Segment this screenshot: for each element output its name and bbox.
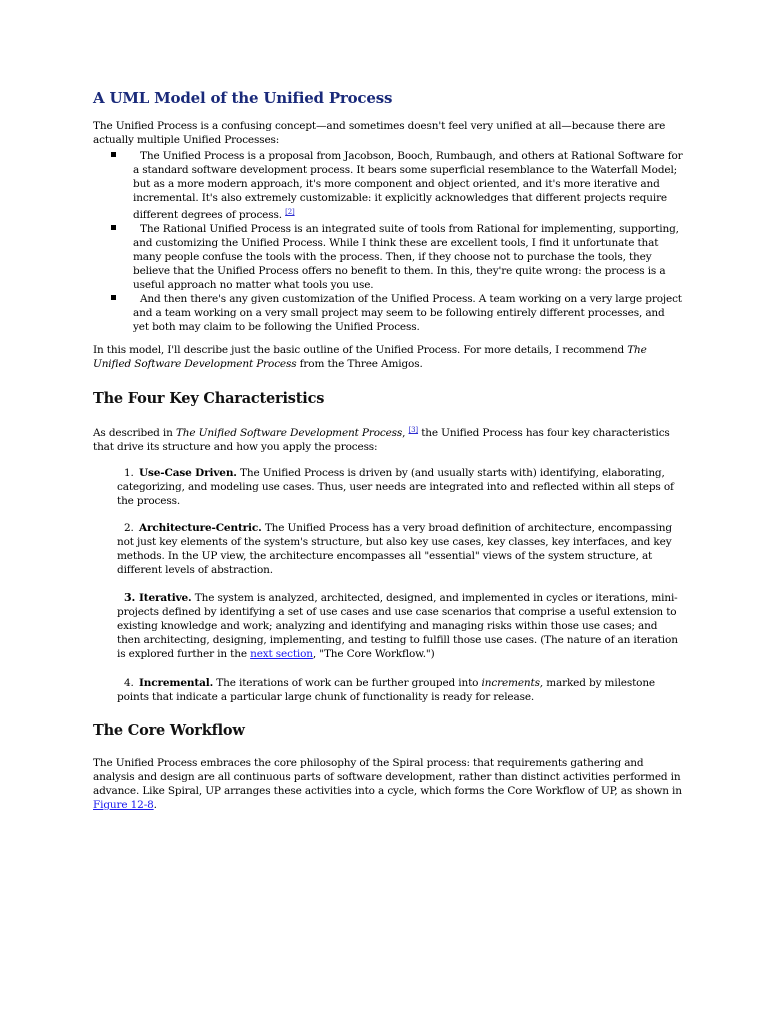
workflow-text-end: . bbox=[153, 799, 157, 811]
bullet-item bbox=[93, 222, 683, 292]
figure-12-8-link[interactable]: Figure 12-8 bbox=[93, 799, 154, 811]
footnote-ref-link[interactable]: [2] bbox=[285, 208, 295, 216]
bullet-item bbox=[93, 292, 683, 334]
page-title: A UML Model of the Unified Process bbox=[93, 89, 393, 107]
list-item bbox=[93, 676, 683, 704]
model-paragraph bbox=[93, 343, 683, 371]
italic-term: increments, bbox=[481, 677, 543, 689]
intro-paragraph: The Unified Process is a confusing concept—and sometimes doesn't feel very unified at all—because there are actually multiple Unified Processes: bbox=[93, 120, 666, 146]
section-heading-core-workflow: The Core Workflow bbox=[93, 722, 245, 739]
section-heading-key-characteristics: The Four Key Characteristics bbox=[93, 390, 325, 407]
bullet-list bbox=[93, 149, 683, 334]
item-text: The Unified Process is driven by (and usually starts with) identifying, elaborating, categorizing, and modeling use cases. Thus, user needs are integrated into and reflected within all steps of the process. bbox=[117, 467, 674, 507]
list-number: 4. bbox=[124, 677, 134, 689]
square-bullet-icon bbox=[111, 295, 116, 300]
item-term: Use-Case Driven. bbox=[139, 467, 237, 479]
item-text: The system is analyzed, architected, designed, and implemented in cycles or iterations, mini-projects defined by identifying a set of use cases and use case scenarios that comprise a useful extension to existing knowledge and work; analyzing and identifying and managing risks within those use cases; and then architecting, designing, implementing, and testing to fulfill those use cases. (The nature of an iteration is explored further in the bbox=[117, 592, 678, 660]
bullet-item bbox=[93, 149, 683, 222]
next-section-link[interactable]: next section bbox=[250, 648, 313, 660]
item-text-end: marked by milestone points that indicate a particular large chunk of functionality is ready for release. bbox=[117, 677, 655, 703]
list-number: 2. bbox=[124, 522, 134, 534]
item-text: The Unified Process has a very broad definition of architecture, encompassing not just key elements of the system's structure, but also key use cases, key classes, key interfaces, and key methods. In the UP view, the architecture encompasses all "essential" views of the system structure, at different levels of abstraction. bbox=[117, 522, 672, 576]
list-number: 1. bbox=[124, 467, 134, 479]
bullet-text: The Unified Process is a proposal from Jacobson, Booch, Rumbaugh, and others at Rational Software for a standard software development process. It bears some superficial resemblance to the Waterfall Model; but as a more modern approach, it's more component and object oriented, and it's more iterative and incremental. It's also extremely customizable: it explicitly acknowledges that different projects require different degrees of process. bbox=[133, 150, 683, 221]
model-text: In this model, I'll describe just the basic outline of the Unified Process. For more details, I recommend bbox=[93, 344, 628, 356]
core-workflow-paragraph bbox=[93, 756, 683, 812]
list-item bbox=[93, 521, 683, 577]
bullet-text: And then there's any given customization of the Unified Process. A team working on a very large project and a team working on a very small project may seem to be following entirely different processes, and yet both may claim to be following the Unified Process. bbox=[133, 293, 682, 333]
footnote-ref-link[interactable]: [3] bbox=[408, 426, 419, 434]
model-text-end: from the Three Amigos. bbox=[296, 358, 423, 370]
separator: , bbox=[402, 427, 409, 439]
book-title: The Unified Software Development Process bbox=[175, 427, 403, 439]
item-term: Iterative. bbox=[139, 592, 192, 604]
book-title: The Unified Software Development Process bbox=[93, 344, 647, 370]
item-text: The iterations of work can be further grouped into bbox=[213, 677, 482, 689]
item-term: Architecture-Centric. bbox=[139, 522, 262, 534]
intro-text: As described in bbox=[93, 427, 176, 439]
characteristics-intro bbox=[93, 423, 683, 454]
list-item bbox=[93, 591, 683, 661]
list-number: 3. bbox=[124, 591, 136, 604]
workflow-text: The Unified Process embraces the core philosophy of the Spiral process: that requirements gathering and analysis and design are all continuous parts of software development, rather than distinct activities performed in advance. Like Spiral, UP arranges these activities into a cycle, which forms the Core Workflow of UP, as shown in bbox=[93, 757, 682, 797]
item-text-end: , "The Core Workflow.") bbox=[312, 648, 435, 660]
list-item bbox=[93, 466, 683, 508]
square-bullet-icon bbox=[111, 152, 116, 157]
square-bullet-icon bbox=[111, 225, 116, 230]
bullet-text: The Rational Unified Process is an integrated suite of tools from Rational for implementing, supporting, and customizing the Unified Process. While I think these are excellent tools, I find it unfortunate that many people confuse the tools with the process. Then, if they choose not to purchase the tools, they believe that the Unified Process offers no benefit to them. In this, they're quite wrong: the process is a useful approach no matter what tools you use. bbox=[133, 223, 679, 291]
item-term: Incremental. bbox=[139, 677, 214, 689]
intro-text-end: the Unified Process has four key characteristics that drive its structure and how you apply the process: bbox=[93, 427, 670, 453]
